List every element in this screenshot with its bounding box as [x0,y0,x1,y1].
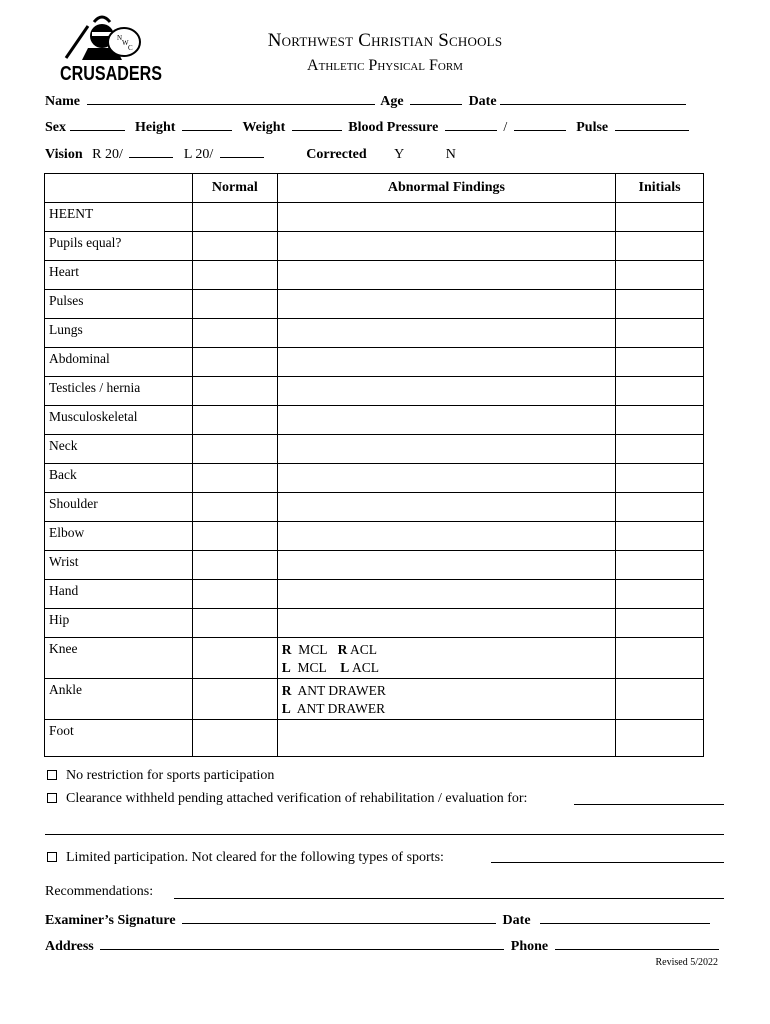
address-label: Address [45,939,94,954]
logo-wordmark: CRUSADERS [60,63,162,85]
normal-cell[interactable] [192,638,277,679]
initials-cell[interactable] [616,232,704,261]
date-field[interactable] [500,93,686,105]
name-field[interactable] [87,93,375,105]
limited-sports-field[interactable] [491,862,724,863]
findings-cell[interactable] [277,319,615,348]
row-label: Heart [45,261,193,290]
header-abnormal-findings: Abnormal Findings [277,174,615,203]
table-row [45,290,704,319]
vision-label: Vision [45,147,83,162]
header-category [45,174,193,203]
table-row-knee [45,638,704,679]
findings-cell[interactable] [277,348,615,377]
row-label: Foot [45,720,193,757]
table-row [45,609,704,638]
height-label: Height [135,120,176,135]
monogram-w: W [122,39,129,47]
monogram-c: C [128,44,133,52]
row-label: Hand [45,580,193,609]
no-restriction-checkbox[interactable] [47,770,57,780]
initials-cell[interactable] [616,435,704,464]
knee-right-line: R MCL R ACL [281,642,378,657]
signature-line [45,912,713,929]
table-row [45,348,704,377]
findings-cell[interactable] [277,435,615,464]
normal-cell[interactable] [192,679,277,720]
row-label: Neck [45,435,193,464]
initials-cell[interactable] [616,406,704,435]
normal-cell[interactable] [192,493,277,522]
bp-systolic-field[interactable] [445,119,497,131]
normal-cell[interactable] [192,261,277,290]
age-label: Age [380,94,404,109]
header-initials: Initials [616,174,704,203]
address-line [45,938,722,955]
table-row [45,551,704,580]
findings-cell[interactable] [277,261,615,290]
table-row [45,522,704,551]
normal-cell[interactable] [192,551,277,580]
signature-field[interactable] [182,912,496,924]
row-label: Musculoskeletal [45,406,193,435]
findings-cell[interactable] [277,290,615,319]
row-label: Testicles / hernia [45,377,193,406]
table-row [45,464,704,493]
initials-cell[interactable] [616,720,704,757]
findings-cell[interactable] [277,551,615,580]
exam-table [44,173,704,757]
normal-cell[interactable] [192,609,277,638]
findings-cell[interactable] [277,679,615,720]
ankle-right-line: R ANT DRAWER [281,683,386,698]
normal-cell[interactable] [192,580,277,609]
option-no-restriction [47,768,274,784]
initials-cell[interactable] [616,679,704,720]
normal-cell[interactable] [192,319,277,348]
findings-cell[interactable] [277,406,615,435]
pulse-field[interactable] [615,119,689,131]
findings-cell[interactable] [277,377,615,406]
normal-cell[interactable] [192,464,277,493]
option-limited [47,850,444,866]
limited-label: Limited participation. Not cleared for the following types of sports: [66,850,444,865]
table-row [45,580,704,609]
recommendations-label: Recommendations: [45,884,154,899]
clearance-withheld-checkbox[interactable] [47,793,57,803]
header-normal: Normal [192,174,277,203]
table-row [45,319,704,348]
initials-cell[interactable] [616,290,704,319]
findings-cell[interactable] [277,232,615,261]
initials-cell[interactable] [616,522,704,551]
table-row [45,232,704,261]
initials-cell[interactable] [616,261,704,290]
normal-cell[interactable] [192,232,277,261]
recommendations-field[interactable] [174,898,724,899]
clearance-withheld-field-2[interactable] [45,834,724,835]
signature-date-field[interactable] [540,912,710,924]
findings-cell[interactable] [277,720,615,757]
normal-cell[interactable] [192,290,277,319]
info-line-1 [45,93,689,110]
clearance-withheld-label: Clearance withheld pending attached verification of rehabilitation / evaluation for: [66,791,528,806]
bp-separator: / [503,120,508,135]
vision-r-label: R 20/ [92,147,123,162]
initials-cell[interactable] [616,203,704,232]
limited-checkbox[interactable] [47,852,57,862]
row-label: HEENT [45,203,193,232]
initials-cell[interactable] [616,377,704,406]
sex-field[interactable] [70,119,125,131]
findings-cell[interactable] [277,638,615,679]
clearance-withheld-field[interactable] [574,804,724,805]
height-field[interactable] [182,119,232,131]
vision-l-label: L 20/ [183,147,214,162]
findings-cell[interactable] [277,522,615,551]
normal-cell[interactable] [192,377,277,406]
date-label: Date [468,94,497,109]
corrected-label: Corrected [306,147,367,162]
monogram-n: N [117,34,123,42]
row-label: Pulses [45,290,193,319]
row-label: Abdominal [45,348,193,377]
signature-label: Examiner’s Signature [45,913,176,928]
school-title: Northwest Christian Schools [267,30,503,51]
corrected-no[interactable]: N [445,147,456,162]
row-label: Back [45,464,193,493]
row-label: Shoulder [45,493,193,522]
blood-pressure-label: Blood Pressure [348,120,439,135]
info-line-2 [45,119,692,136]
weight-field[interactable] [292,119,342,131]
initials-cell[interactable] [616,609,704,638]
phone-label: Phone [510,939,549,954]
findings-cell[interactable] [277,464,615,493]
table-row [45,406,704,435]
table-row [45,435,704,464]
form-title: Athletic Physical Form [307,57,463,74]
initials-cell[interactable] [616,638,704,679]
no-restriction-label: No restriction for sports participation [66,768,275,783]
vision-r-field[interactable] [129,146,173,158]
age-field[interactable] [410,93,462,105]
row-label: Knee [45,638,193,679]
initials-cell[interactable] [616,551,704,580]
weight-label: Weight [242,120,286,135]
info-line-3 [45,146,456,163]
findings-cell[interactable] [277,493,615,522]
row-label: Pupils equal? [45,232,193,261]
findings-cell[interactable] [277,580,615,609]
name-label: Name [45,94,80,109]
signature-date-label: Date [502,913,531,928]
findings-cell[interactable] [277,609,615,638]
initials-cell[interactable] [616,319,704,348]
row-label: Ankle [45,679,193,720]
normal-cell[interactable] [192,406,277,435]
table-row-foot [45,720,704,757]
normal-cell[interactable] [192,348,277,377]
normal-cell[interactable] [192,435,277,464]
row-label: Elbow [45,522,193,551]
normal-cell[interactable] [192,522,277,551]
corrected-yes[interactable]: Y [394,147,405,162]
phone-field[interactable] [555,938,719,950]
sex-label: Sex [45,120,66,135]
table-row [45,377,704,406]
knee-left-line: L MCL L ACL [281,660,379,675]
table-row [45,203,704,232]
initials-cell[interactable] [616,493,704,522]
table-row-ankle [45,679,704,720]
pulse-label: Pulse [576,120,609,135]
revision-note: Revised 5/2022 [655,957,718,968]
row-label: Wrist [45,551,193,580]
table-row [45,493,704,522]
initials-cell[interactable] [616,464,704,493]
address-field[interactable] [100,938,504,950]
normal-cell[interactable] [192,203,277,232]
table-header-row [45,174,704,203]
row-label: Lungs [45,319,193,348]
ankle-left-line: L ANT DRAWER [281,701,386,716]
row-label: Hip [45,609,193,638]
normal-cell[interactable] [192,720,277,757]
initials-cell[interactable] [616,580,704,609]
vision-l-field[interactable] [220,146,264,158]
findings-cell[interactable] [277,203,615,232]
initials-cell[interactable] [616,348,704,377]
option-clearance-withheld [47,791,527,807]
bp-diastolic-field[interactable] [514,119,566,131]
table-row [45,261,704,290]
